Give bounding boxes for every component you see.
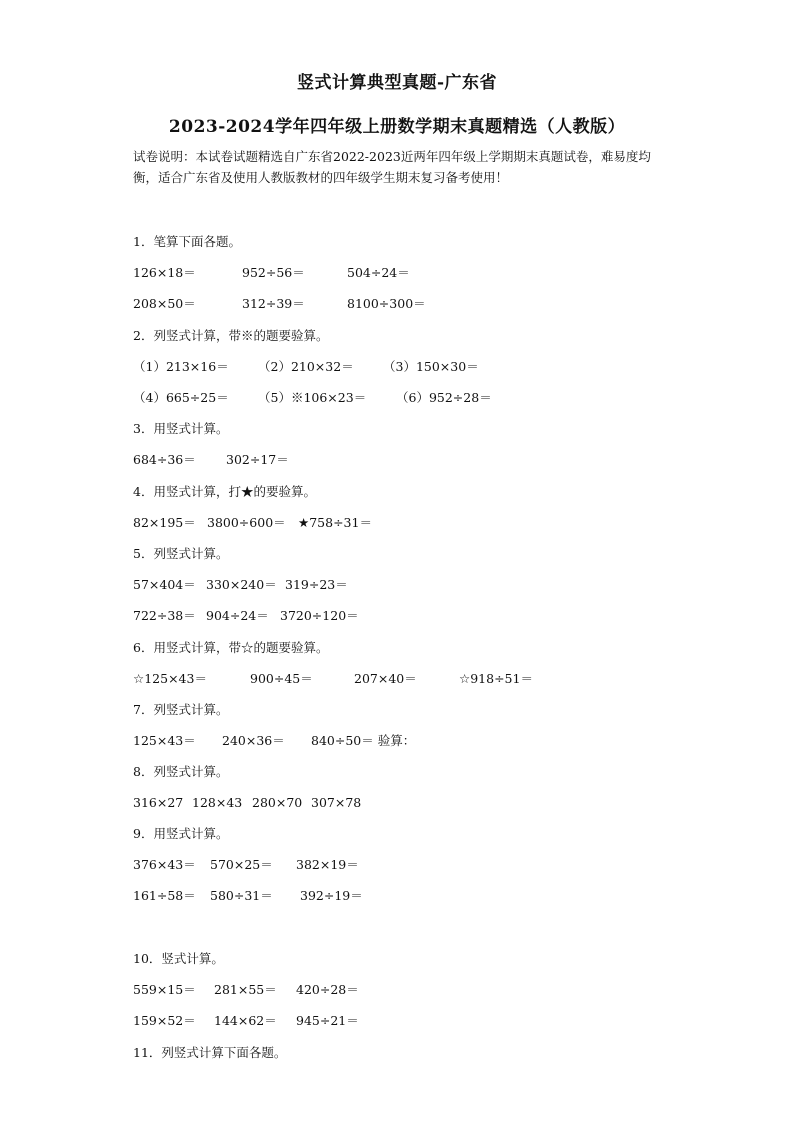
question-title: 2．列竖式计算，带※的题要验算。 xyxy=(133,328,329,343)
problem-expression: 307×78 xyxy=(311,795,362,810)
page-title: 竖式计算典型真题-广东省 xyxy=(296,73,498,93)
problem-expression: （4）665÷25＝ xyxy=(133,390,229,405)
problem-expression: 82×195＝ xyxy=(133,515,196,530)
problem-expression: 330×240＝ xyxy=(206,577,277,592)
problem-expression: 504÷24＝ xyxy=(347,265,410,280)
problem-expression: 126×18＝ xyxy=(133,265,196,280)
problem-expression: 3800÷600＝ xyxy=(207,515,286,530)
question-title: 8．列竖式计算。 xyxy=(133,764,229,779)
problem-expression: 900÷45＝ xyxy=(250,671,313,686)
problem-expression: 280×70 xyxy=(252,795,303,810)
exam-description: 试卷说明：本试卷试题精选自广东省2022-2023近两年四年级上学期期末真题试卷，难易度均衡，适合广东省及使用人教版教材的四年级学生期末复习备考使用！ xyxy=(133,149,651,185)
problem-expression: 128×43 xyxy=(192,795,243,810)
problem-expression: 319÷23＝ xyxy=(285,577,348,592)
problem-expression: 302÷17＝ xyxy=(226,452,289,467)
problem-expression: 580÷31＝ xyxy=(210,888,273,903)
problem-expression: 376×43＝ xyxy=(133,857,196,872)
problem-expression: 382×19＝ xyxy=(296,857,359,872)
question-title: 4．用竖式计算，打★的要验算。 xyxy=(133,484,316,499)
question-title: 7．列竖式计算。 xyxy=(133,702,229,717)
question-title: 10．竖式计算。 xyxy=(133,951,224,966)
problem-expression: 144×62＝ xyxy=(214,1013,277,1028)
problem-expression: 840÷50＝ 验算： xyxy=(311,733,416,748)
question-title: 3．用竖式计算。 xyxy=(133,421,229,436)
problem-expression: 559×15＝ xyxy=(133,982,196,997)
problem-expression: 904÷24＝ xyxy=(206,608,269,623)
problem-expression: 161÷58＝ xyxy=(133,888,196,903)
problem-expression: ☆125×43＝ xyxy=(133,671,207,686)
problem-expression: ★758÷31＝ xyxy=(298,515,372,530)
problem-expression: 3720÷120＝ xyxy=(280,608,359,623)
problem-expression: （3）150×30＝ xyxy=(383,359,479,374)
question-title: 11．列竖式计算下面各题。 xyxy=(133,1045,287,1060)
problem-expression: 312÷39＝ xyxy=(242,296,305,311)
problem-expression: （1）213×16＝ xyxy=(133,359,229,374)
problem-expression: 945÷21＝ xyxy=(296,1013,359,1028)
problem-expression: （5）※106×23＝ xyxy=(258,390,367,405)
problem-expression: 57×404＝ xyxy=(133,577,196,592)
question-title: 5．列竖式计算。 xyxy=(133,546,229,561)
problem-expression: （6）952÷28＝ xyxy=(396,390,492,405)
problem-expression: 316×27 xyxy=(133,795,184,810)
problem-expression: 281×55＝ xyxy=(214,982,277,997)
problem-expression: 684÷36＝ xyxy=(133,452,196,467)
problem-expression: 722÷38＝ xyxy=(133,608,196,623)
question-title: 1．笔算下面各题。 xyxy=(133,234,241,249)
problem-expression: 420÷28＝ xyxy=(296,982,359,997)
problem-expression: 392÷19＝ xyxy=(300,888,363,903)
problem-expression: 125×43＝ xyxy=(133,733,196,748)
problem-expression: （2）210×32＝ xyxy=(258,359,354,374)
page-subtitle: 2023-2024学年四年级上册数学期末真题精选（人教版） xyxy=(168,117,626,137)
problem-expression: 952÷56＝ xyxy=(242,265,305,280)
question-title: 6．用竖式计算，带☆的题要验算。 xyxy=(133,640,329,655)
question-title: 9．用竖式计算。 xyxy=(133,826,229,841)
problem-expression: 240×36＝ xyxy=(222,733,285,748)
problem-expression: ☆918÷51＝ xyxy=(459,671,533,686)
problem-expression: 207×40＝ xyxy=(354,671,417,686)
problem-expression: 159×52＝ xyxy=(133,1013,196,1028)
problem-expression: 570×25＝ xyxy=(210,857,273,872)
problem-expression: 208×50＝ xyxy=(133,296,196,311)
problem-expression: 8100÷300＝ xyxy=(347,296,426,311)
